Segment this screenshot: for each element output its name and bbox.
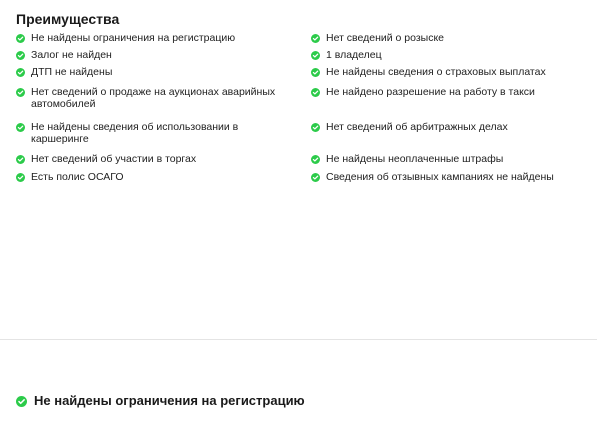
detail-heading bbox=[16, 393, 305, 409]
list-item-label: Нет сведений о розыске bbox=[326, 32, 445, 44]
advantages-left-column bbox=[16, 32, 311, 188]
list-item-label: Есть полис ОСАГО bbox=[31, 171, 124, 183]
check-circle-icon bbox=[311, 155, 320, 164]
list-item bbox=[311, 171, 597, 188]
section-title: Преимущества bbox=[16, 11, 120, 27]
check-circle-icon bbox=[16, 88, 25, 97]
list-item bbox=[311, 86, 597, 121]
check-circle-icon bbox=[16, 396, 27, 407]
list-item-label: Залог не найден bbox=[31, 49, 112, 61]
list-item bbox=[16, 121, 311, 153]
check-circle-icon bbox=[16, 123, 25, 132]
list-item bbox=[311, 49, 597, 66]
check-circle-icon bbox=[311, 123, 320, 132]
list-item-label: Не найдены ограничения на регистрацию bbox=[31, 32, 236, 44]
list-item bbox=[311, 66, 597, 86]
advantages-right-column bbox=[311, 32, 597, 188]
advantages-columns bbox=[16, 32, 597, 188]
check-circle-icon bbox=[311, 51, 320, 60]
list-item-label: Не найдены неоплаченные штрафы bbox=[326, 153, 504, 165]
list-item-label: Не найдено разрешение на работу в такси bbox=[326, 86, 535, 98]
check-circle-icon bbox=[16, 34, 25, 43]
list-item bbox=[16, 86, 311, 121]
list-item-label: Нет сведений об арбитражных делах bbox=[326, 121, 508, 133]
check-circle-icon bbox=[16, 173, 25, 182]
list-item-label: Нет сведений о продаже на аукционах аварийных автомобилей bbox=[31, 86, 276, 110]
list-item-label: Не найдены сведения о страховых выплатах bbox=[326, 66, 546, 78]
section-divider bbox=[0, 339, 597, 340]
check-circle-icon bbox=[16, 51, 25, 60]
list-item bbox=[16, 153, 311, 171]
detail-title: Не найдены ограничения на регистрацию bbox=[34, 393, 305, 408]
advantages-section bbox=[16, 0, 597, 188]
list-item bbox=[311, 153, 597, 171]
list-item-label: ДТП не найдены bbox=[31, 66, 113, 78]
list-item bbox=[16, 171, 311, 188]
check-circle-icon bbox=[311, 88, 320, 97]
list-item-label: 1 владелец bbox=[326, 49, 382, 61]
check-circle-icon bbox=[311, 34, 320, 43]
list-item bbox=[311, 32, 597, 49]
check-circle-icon bbox=[311, 173, 320, 182]
list-item bbox=[16, 49, 311, 66]
check-circle-icon bbox=[16, 68, 25, 77]
check-circle-icon bbox=[311, 68, 320, 77]
list-item-label: Не найдены сведения об использовании в каршеринге bbox=[31, 121, 239, 145]
list-item bbox=[16, 66, 311, 86]
list-item bbox=[311, 121, 597, 153]
list-item-label: Нет сведений об участии в торгах bbox=[31, 153, 197, 165]
check-circle-icon bbox=[16, 155, 25, 164]
list-item-label: Сведения об отзывных кампаниях не найдены bbox=[326, 171, 554, 183]
list-item bbox=[16, 32, 311, 49]
